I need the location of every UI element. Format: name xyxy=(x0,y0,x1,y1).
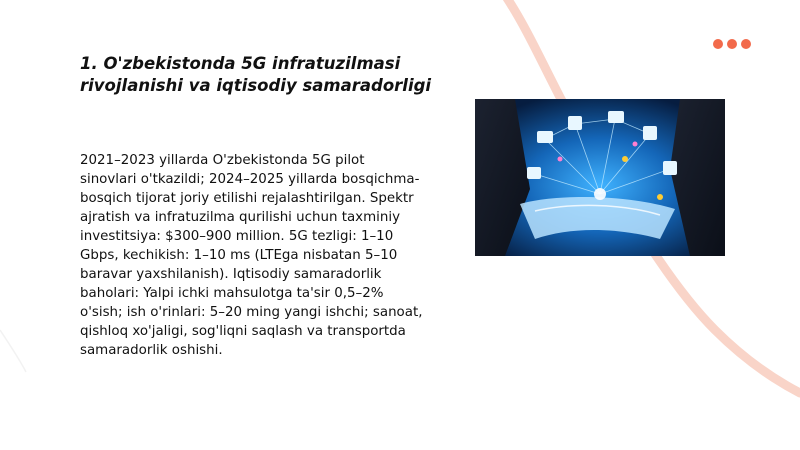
accent-dots xyxy=(713,39,751,49)
accent-dot xyxy=(727,39,737,49)
network-technology-image xyxy=(475,99,725,256)
slide-body-text: 2021–2023 yillarda O'zbekistonda 5G pilot sinovlari o'tkazildi; 2024–2025 yillarda bosqichma-bosqich tijorat joriy etilishi rejalashtirilgan. Spektr ajratish va infratuzilma qurilishi uchun taxminiy investitsiya: $300–900 million. 5G tezligi: 1–10 Gbps, kechikish: 1–10 ms (LTEga nisbatan 5–10 baravar yaxshilanish). Iqtisodiy samaradorlik baholari: Yalpi ichki mahsulotga ta'sir 0,5–2% o'sish; ish o'rinlari: 5–20 ming yangi ishchi; sanoat, qishloq xo'jaligi, sog'liqni saqlash va transportda samaradorlik oshishi. xyxy=(80,153,423,358)
accent-dot xyxy=(741,39,751,49)
slide-title: 1. O'zbekistonda 5G infratuzilmasi rivojlanishi va iqtisodiy samaradorligi xyxy=(80,54,432,95)
accent-dot xyxy=(713,39,723,49)
